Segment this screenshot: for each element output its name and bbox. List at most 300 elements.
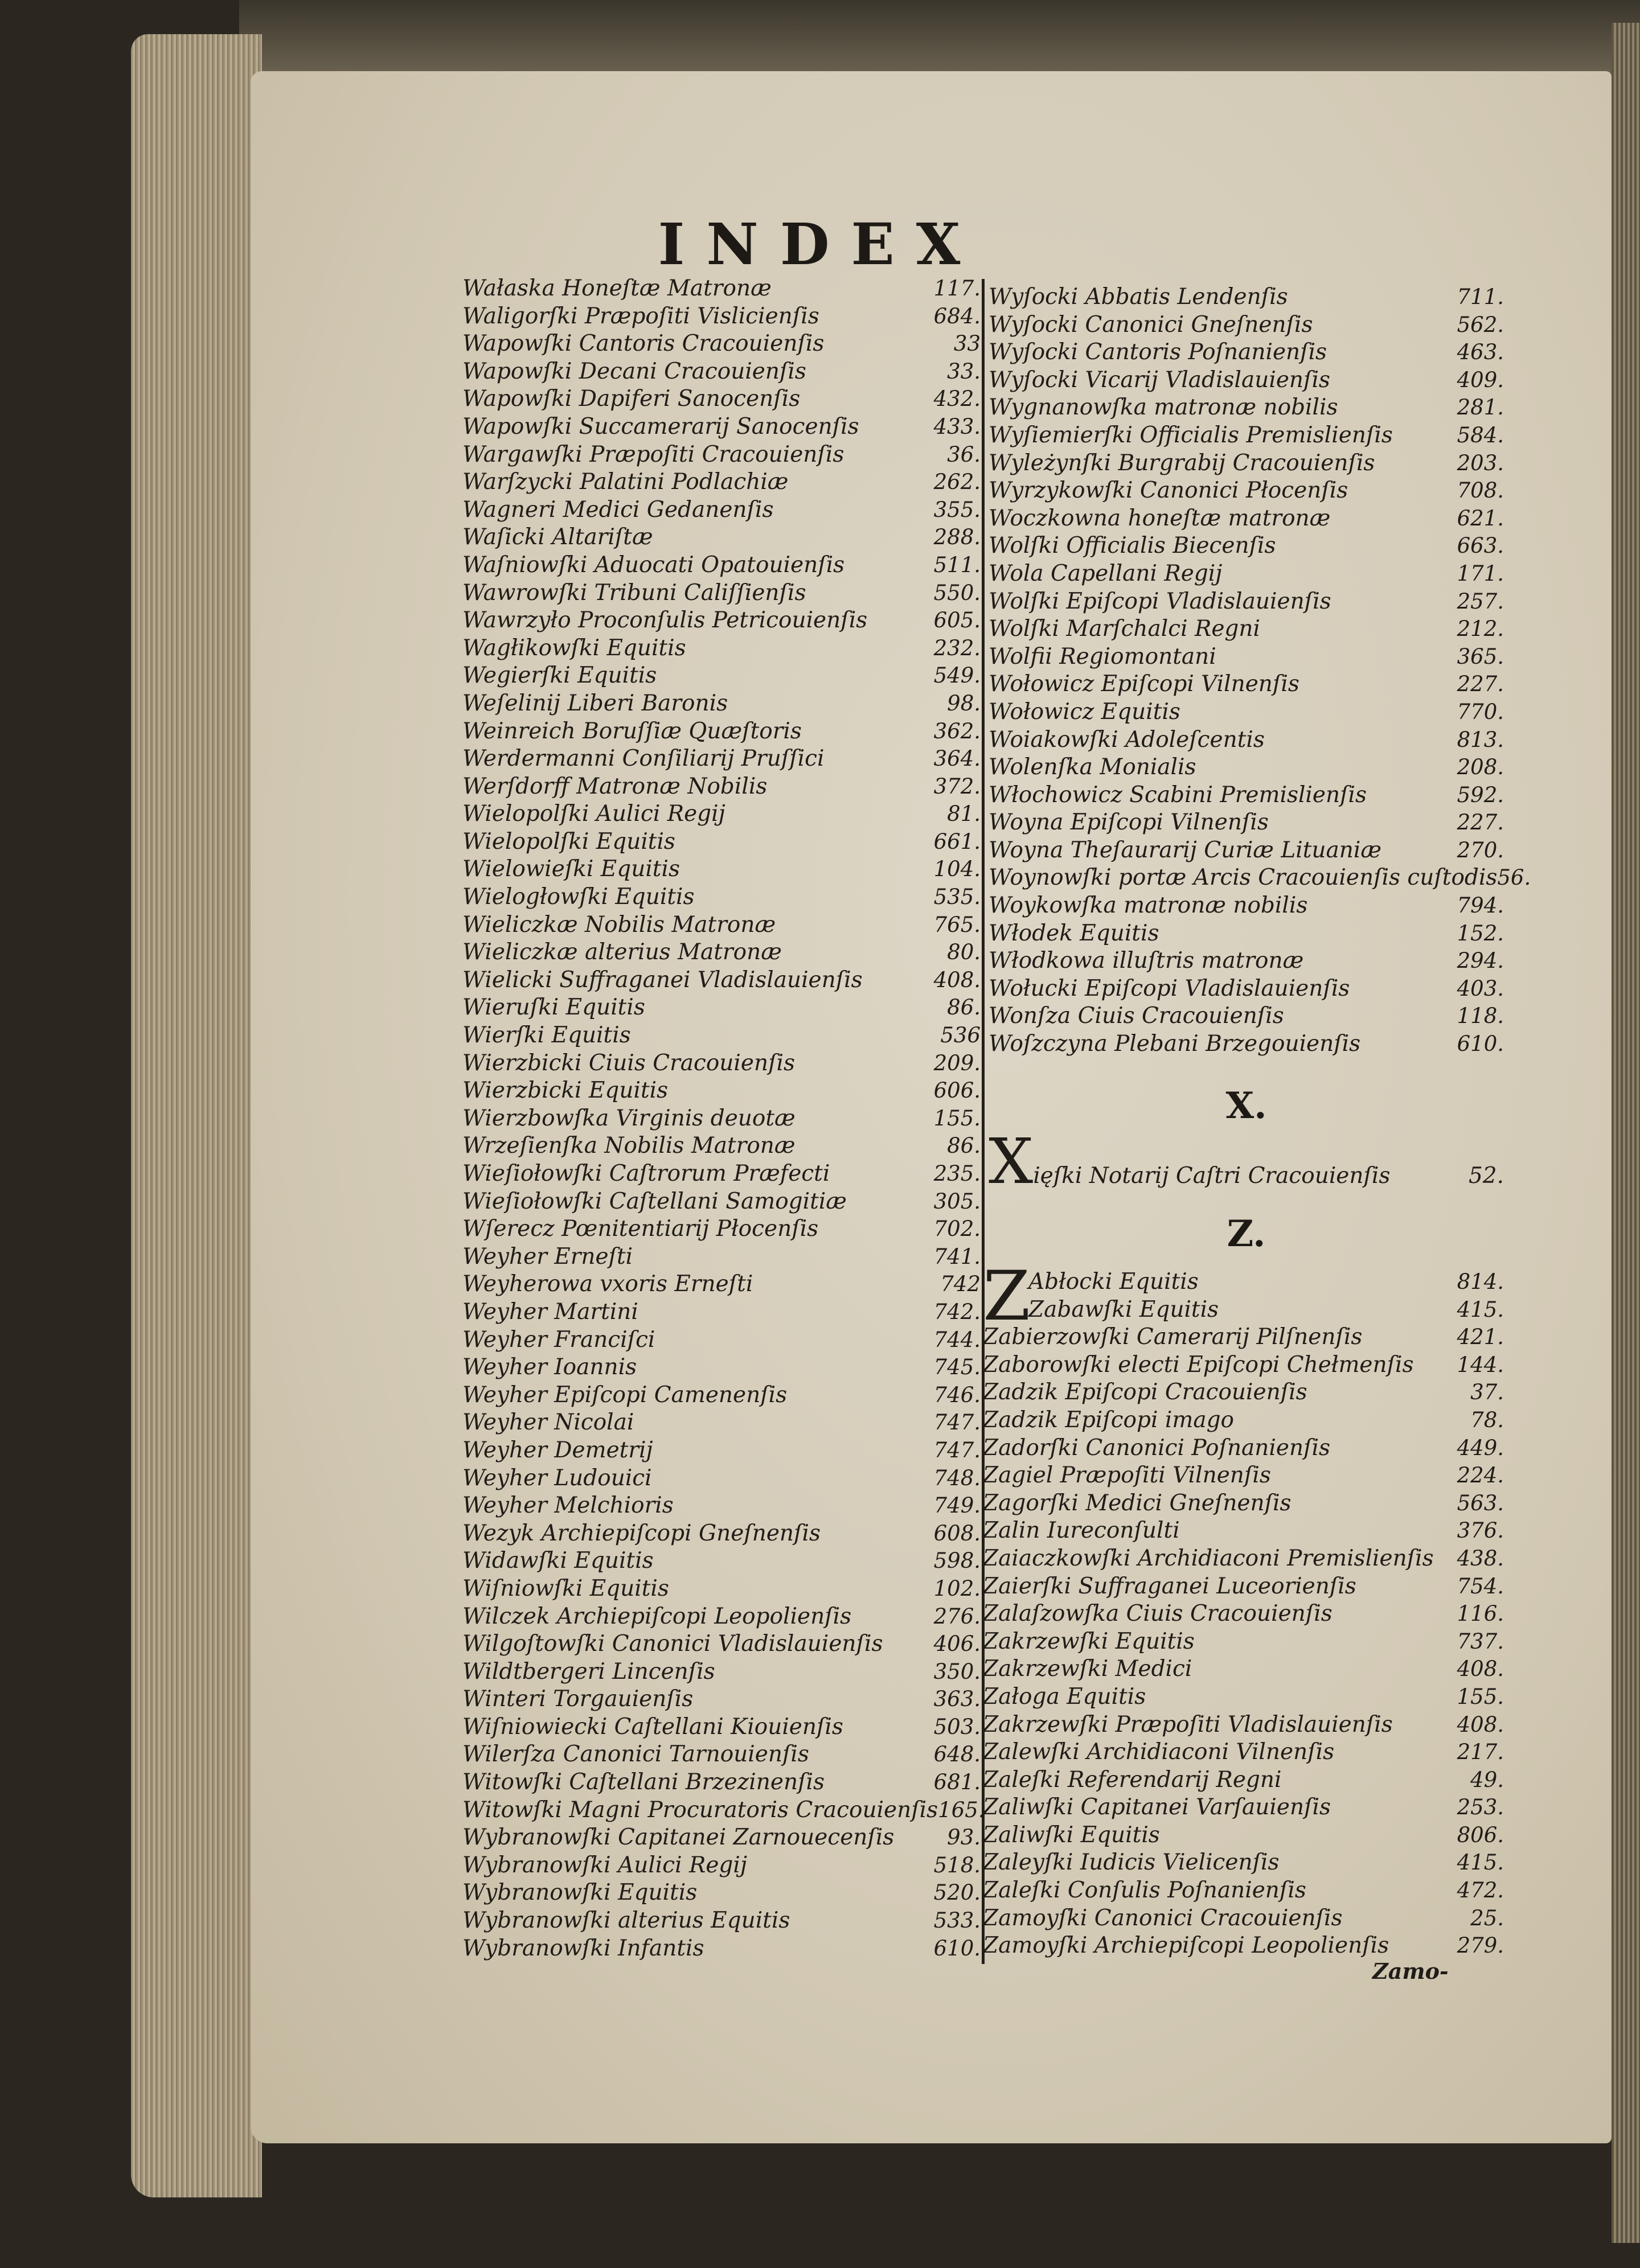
entry-name: Wieſiołowſki Caſtellani Samogitiæ [462, 1188, 847, 1214]
entry-page: 406. [933, 1632, 981, 1657]
entry-page: 257. [1457, 589, 1504, 614]
index-entry [462, 1631, 981, 1659]
entry-page: 376. [1457, 1518, 1504, 1543]
entry-name: Abłocki Equitis [1028, 1269, 1199, 1295]
index-entry [983, 1407, 1504, 1435]
entry-name: Zaierſki Suffraganei Luceorienſis [983, 1573, 1356, 1599]
entry-page: 80. [947, 940, 981, 965]
entry-name: Weyher Demetrij [462, 1437, 653, 1463]
index-entry [989, 1031, 1504, 1059]
entry-page: 408. [1457, 1712, 1504, 1737]
index-entry [989, 921, 1504, 948]
index-entry [989, 865, 1531, 893]
entry-page: 806. [1457, 1822, 1504, 1847]
entry-name: Wierzbicki Equitis [462, 1078, 669, 1104]
index-entry [983, 1822, 1504, 1850]
index-entry [983, 1573, 1504, 1601]
index-z-column [983, 1269, 1504, 1961]
index-entry [462, 1769, 981, 1797]
section-heading-x: X. [1225, 1084, 1267, 1127]
index-entry [462, 1271, 981, 1299]
entry-page: 270. [1457, 837, 1504, 862]
entry-name: Weyher Martini [462, 1299, 638, 1325]
catchword: Zamo- [1372, 1958, 1449, 1984]
index-entry [983, 1767, 1504, 1795]
entry-page: 533. [933, 1908, 981, 1933]
index-entry [989, 616, 1504, 644]
drop-cap-z: Z [983, 1257, 1031, 1336]
entry-page: 744. [933, 1327, 981, 1352]
entry-page: 117. [933, 276, 981, 301]
index-entry [462, 276, 981, 303]
entry-name: Woynowſki portæ Arcis Cracouienſis cuſtodis [989, 865, 1498, 891]
entry-name: Wieſiołowſki Caſtrorum Præfecti [462, 1161, 830, 1186]
index-entry [462, 1327, 981, 1355]
entry-page: 562. [1457, 312, 1504, 337]
entry-name: Waſniowſki Aduocati Opatouienſis [462, 552, 845, 578]
index-entry [989, 367, 1504, 395]
entry-page: 550. [933, 580, 981, 605]
entry-name: Zalin Iureconſulti [983, 1518, 1180, 1544]
entry-name: Włodek Equitis [989, 920, 1159, 946]
index-entry [462, 1133, 981, 1161]
entry-name: Wieliczkæ Nobilis Matronæ [462, 911, 776, 938]
entry-name: Woſzczyna Plebani Brzegouienſis [989, 1031, 1361, 1057]
entry-name: Wybranowſki Capitanei Zarnouecenſis [462, 1825, 895, 1851]
entry-page: 116. [1457, 1601, 1504, 1626]
index-entry [462, 1437, 981, 1465]
index-entry [462, 939, 981, 967]
entry-name: Zalaſzowſka Ciuis Cracouienſis [983, 1601, 1332, 1627]
entry-name: Wſerecz Pœnitentiarij Płocenſis [462, 1216, 819, 1242]
entry-name: Wierzbowſka Virginis deuotæ [462, 1105, 796, 1131]
entry-name: Witowſki Magni Procuratoris Cracouienſis [462, 1797, 938, 1823]
index-entry [462, 1189, 981, 1217]
index-entry [462, 774, 981, 802]
index-entry [462, 1741, 981, 1769]
index-entry [462, 635, 981, 663]
entry-page: 372. [933, 774, 981, 799]
entry-name: Wybranowſki Infantis [462, 1935, 704, 1961]
entry-name: Wolſki Marſchalci Regni [989, 616, 1260, 642]
entry-name: Wołowicz Epiſcopi Vilnenſis [989, 671, 1299, 697]
index-entry [462, 1244, 981, 1272]
entry-page: 621. [1457, 506, 1504, 531]
entry-name: Wyſiemierſki Officialis Premislienſis [989, 422, 1393, 448]
entry-page: 747. [933, 1437, 981, 1462]
index-entry [462, 691, 981, 718]
index-entry [983, 1297, 1504, 1325]
entry-name: Waſicki Altariſtæ [462, 524, 653, 550]
index-entry [462, 663, 981, 691]
index-entry [989, 727, 1504, 755]
entry-page: 648. [933, 1742, 981, 1767]
entry-page: 536 [940, 1023, 981, 1048]
entry-page: 794. [1457, 893, 1504, 918]
index-entry [989, 450, 1504, 478]
index-entry [462, 1576, 981, 1604]
entry-name: Zadzik Epiſcopi imago [983, 1407, 1235, 1433]
entry-name: Widawſki Equitis [462, 1548, 654, 1574]
book-top-edge [239, 0, 1640, 80]
entry-name: Zakrzewſki Medici [983, 1656, 1192, 1682]
entry-page: 37. [1470, 1380, 1504, 1405]
entry-name: Zakrzewſki Præpoſiti Vladislauienſis [983, 1711, 1393, 1737]
entry-name: Wegierſki Equitis [462, 663, 657, 689]
entry-page: 518. [933, 1852, 981, 1877]
entry-name: Zalewſki Archidiaconi Vilnenſis [983, 1739, 1335, 1765]
index-entry [462, 1161, 981, 1189]
index-entry [462, 359, 981, 387]
entry-page: 449. [1457, 1435, 1504, 1460]
entry-name: Werſdorff Matronæ Nobilis [462, 773, 768, 799]
entry-name: Zaleyſki Iudicis Vielicenſis [983, 1850, 1280, 1876]
index-entry [462, 442, 981, 470]
entry-page: 421. [1457, 1325, 1504, 1350]
index-entry [462, 497, 981, 525]
entry-name: Werdermanni Conſiliarij Pruſſici [462, 746, 825, 772]
entry-page: 362. [933, 718, 981, 743]
index-entry [462, 580, 981, 608]
index-entry [462, 386, 981, 414]
entry-page: 86. [947, 995, 981, 1020]
entry-page: 584. [1457, 422, 1504, 447]
entry-name: Wawrowſki Tribuni Caliſſienſis [462, 580, 806, 606]
entry-name: Wyſocki Canonici Gneſnenſis [989, 311, 1313, 338]
entry-page: 227. [1457, 810, 1504, 835]
entry-page: 765. [933, 912, 981, 937]
entry-name: Wałaska Honeſtæ Matronæ [462, 276, 772, 301]
entry-name: Waligorſki Præpoſiti Vislicienſis [462, 303, 819, 329]
entry-page: 520. [933, 1880, 981, 1905]
entry-name: Zakrzewſki Equitis [983, 1628, 1195, 1654]
index-entry [989, 976, 1504, 1004]
entry-page: 605. [933, 608, 981, 633]
entry-page: 748. [933, 1465, 981, 1490]
index-entry [462, 607, 981, 635]
index-entry [989, 561, 1504, 589]
entry-page: 610. [1457, 1032, 1504, 1057]
entry-page: 415. [1457, 1850, 1504, 1875]
index-entry [462, 1521, 981, 1548]
entry-name: Weſelinij Liberi Baronis [462, 690, 728, 716]
entry-name: Wielicki Suffraganei Vladislauienſis [462, 967, 863, 993]
entry-page: 433. [933, 414, 981, 439]
entry-page: 281. [1457, 395, 1504, 420]
entry-page: 86. [947, 1133, 981, 1158]
entry-page: 742. [933, 1299, 981, 1324]
index-entry [983, 1629, 1504, 1657]
entry-page: 98. [947, 691, 981, 716]
index-entry [983, 1546, 1504, 1573]
index-entry [462, 1797, 985, 1825]
entry-name: Woyna Epiſcopi Vilnenſis [989, 810, 1269, 836]
index-entry [983, 1352, 1504, 1380]
entry-name: Wielogłowſki Equitis [462, 884, 695, 910]
entry-page: 681. [933, 1770, 981, 1795]
entry-name: Wonſza Ciuis Cracouienſis [989, 1003, 1284, 1029]
entry-page: 503. [933, 1714, 981, 1739]
index-entry [462, 1493, 981, 1521]
index-entry [462, 967, 981, 995]
entry-page: 279. [1457, 1933, 1504, 1958]
entry-page: 365. [1457, 644, 1504, 669]
entry-name: Weyher Ioannis [462, 1354, 637, 1380]
index-entry [989, 478, 1504, 506]
entry-page: 463. [1457, 340, 1504, 365]
entry-name: Zaiaczkowſki Archidiaconi Premislienſis [983, 1545, 1434, 1571]
index-entry [462, 1604, 981, 1632]
entry-name: Wyrzykowſki Canonici Płocenſis [989, 478, 1348, 504]
section-heading-z: Z. [1227, 1213, 1266, 1255]
entry-name: Weyher Franciſci [462, 1326, 655, 1353]
index-entry [989, 395, 1504, 422]
index-entry [462, 1078, 981, 1106]
entry-name: Warſzycki Palatini Podlachiæ [462, 469, 789, 495]
book-right-edge [1612, 23, 1640, 2243]
book-page-edges [131, 34, 262, 2197]
index-entry [462, 331, 981, 359]
index-entry [462, 1936, 981, 1963]
entry-page: 93. [947, 1825, 981, 1850]
index-entry [462, 1908, 981, 1936]
entry-page: 415. [1457, 1297, 1504, 1322]
entry-name: Wola Capellani Regij [989, 560, 1223, 586]
entry-name: Witowſki Caſtellani Brzezinenſis [462, 1769, 825, 1796]
index-entry [462, 414, 981, 442]
entry-name: Zadorſki Canonici Poſnanienſis [983, 1435, 1331, 1461]
entry-page: 737. [1457, 1629, 1504, 1654]
index-entry [462, 856, 981, 884]
entry-name: Wagłikowſki Equitis [462, 635, 686, 661]
entry-name: Zaliwſki Equitis [983, 1822, 1160, 1848]
entry-page: 364. [933, 746, 981, 771]
entry-name: Wołowicz Equitis [989, 699, 1180, 725]
entry-page: 355. [933, 497, 981, 522]
index-entry [462, 303, 981, 331]
entry-page: 770. [1457, 699, 1504, 724]
index-entry [462, 884, 981, 912]
index-entry [983, 1518, 1504, 1546]
index-entry [989, 506, 1504, 533]
entry-page: 155. [1457, 1684, 1504, 1709]
index-entry [983, 1684, 1504, 1712]
index-entry [462, 829, 981, 857]
entry-name: Zabierzowſki Camerarij Pilſnenſis [983, 1324, 1363, 1350]
index-entry [462, 1686, 981, 1714]
entry-name: Wolfii Regiomontani [989, 643, 1216, 669]
index-entry [983, 1324, 1504, 1352]
entry-name: Wargawſki Præpoſiti Cracouienſis [462, 441, 844, 467]
entry-page: 409. [1457, 367, 1504, 392]
index-entry [989, 422, 1504, 450]
index-entry [462, 1050, 981, 1078]
entry-page: 305. [933, 1189, 981, 1214]
index-entry [462, 746, 981, 774]
entry-page: 549. [933, 663, 981, 688]
entry-name: Wilczek Archiepiſcopi Leopolienſis [462, 1603, 852, 1629]
index-entry [989, 1003, 1504, 1031]
entry-page: 33. [947, 359, 981, 384]
index-entry [462, 1216, 981, 1244]
entry-page: 78. [1470, 1407, 1504, 1432]
entry-page: 276. [933, 1604, 981, 1629]
entry-name: Wilerſza Canonici Tarnouienſis [462, 1741, 809, 1768]
index-right-column [989, 284, 1531, 1059]
entry-name: Zamoyſki Archiepiſcopi Leopolienſis [983, 1933, 1389, 1959]
index-entry [989, 533, 1504, 561]
index-entry [989, 837, 1504, 865]
entry-name: Winteri Torgauienſis [462, 1686, 694, 1712]
entry-page: 288. [933, 525, 981, 550]
entry-name: Wilgoſtowſki Canonici Vladislauienſis [462, 1631, 883, 1657]
entry-page: 813. [1457, 727, 1504, 752]
entry-page: 224. [1457, 1463, 1504, 1488]
entry-name: Weinreich Boruſſiæ Quæſtoris [462, 718, 802, 744]
entry-page: 49. [1470, 1767, 1504, 1792]
entry-name: Wezyk Archiepiſcopi Gneſnenſis [462, 1520, 821, 1546]
index-entry [983, 1712, 1504, 1740]
entry-name: Zagorſki Medici Gneſnenſis [983, 1490, 1292, 1516]
index-entry [462, 1548, 981, 1576]
entry-page: 253. [1457, 1795, 1504, 1820]
entry-name: Wrzeſienſka Nobilis Matronæ [462, 1133, 796, 1159]
entry-name: Wapowſki Cantoris Cracouienſis [462, 331, 825, 357]
entry-name: Weyher Epiſcopi Camenenſis [462, 1382, 788, 1408]
entry-name: Wapowſki Decani Cracouienſis [462, 358, 806, 384]
entry-page: 235. [933, 1161, 981, 1186]
index-entry [983, 1490, 1504, 1518]
entry-name: Woczkowna honeſtæ matronæ [989, 505, 1331, 531]
index-entry [462, 1299, 981, 1327]
index-entry-x [989, 1125, 1504, 1198]
entry-page: 403. [1457, 976, 1504, 1001]
entry-page: 152. [1457, 921, 1504, 946]
index-entry [462, 1825, 981, 1852]
entry-name: Wildtbergeri Lincenſis [462, 1658, 715, 1684]
entry-page: 363. [933, 1687, 981, 1712]
entry-name: Wolſki Epiſcopi Vladislauienſis [989, 588, 1331, 614]
index-entry [983, 1435, 1504, 1463]
index-left-column [462, 276, 985, 1963]
entry-page: 563. [1457, 1490, 1504, 1515]
entry-page: 56. [1497, 865, 1531, 890]
entry-name: Woyna Theſaurarij Curiæ Lituaniæ [989, 837, 1382, 863]
index-entry [462, 1106, 981, 1133]
entry-page: 294. [1457, 948, 1504, 973]
entry-page: 592. [1457, 782, 1504, 807]
entry-name: Zagiel Præpoſiti Vilnenſis [983, 1462, 1271, 1489]
entry-name: Wielopolſki Aulici Regij [462, 801, 725, 827]
entry-name: Woykowſka matronæ nobilis [989, 893, 1308, 919]
entry-page: 684. [933, 303, 981, 328]
entry-name: Włodkowa illuſtris matronæ [989, 948, 1304, 974]
entry-name: Włochowicz Scabini Premislienſis [989, 782, 1367, 808]
entry-name: Zaliwſki Capitanei Varſauienſis [983, 1794, 1331, 1821]
entry-name: Woiakowſki Adoleſcentis [989, 726, 1265, 753]
index-entry [462, 1382, 981, 1410]
entry-name: Zabawſki Equitis [1028, 1296, 1219, 1322]
entry-name: Wawrzyło Proconſulis Petricouienſis [462, 607, 868, 634]
entry-page: 438. [1457, 1546, 1504, 1571]
entry-page: 118. [1457, 1004, 1504, 1029]
entry-name: Wolenſka Monialis [989, 754, 1196, 780]
entry-page: 232. [933, 635, 981, 660]
entry-name: Wyſocki Cantoris Poſnanienſis [989, 339, 1327, 365]
index-entry [983, 1462, 1504, 1490]
entry-name: Wygnanowſka matronæ nobilis [989, 395, 1338, 421]
entry-page: 171. [1457, 561, 1504, 586]
entry-page: 702. [933, 1217, 981, 1242]
index-entry [989, 754, 1504, 782]
entry-name: Wybranowſki Equitis [462, 1880, 698, 1906]
entry-page: 102. [933, 1576, 981, 1601]
index-entry [989, 699, 1504, 727]
entry-page: 81. [947, 802, 981, 827]
entry-page: 754. [1457, 1573, 1504, 1599]
index-entry [989, 948, 1504, 976]
index-entry [462, 524, 981, 552]
index-entry [989, 589, 1504, 617]
index-entry [989, 339, 1504, 367]
index-entry [989, 810, 1504, 837]
entry-page: 472. [1457, 1878, 1504, 1903]
index-entry [989, 284, 1504, 312]
index-entry [462, 469, 981, 497]
index-entry [989, 671, 1504, 699]
index-entry [462, 552, 981, 580]
entry-page: 203. [1457, 450, 1504, 475]
entry-name: Wierſki Equitis [462, 1022, 631, 1049]
entry-page: 742 [940, 1272, 981, 1297]
entry-name: Wiſniowſki Equitis [462, 1575, 669, 1601]
index-entry [983, 1905, 1504, 1933]
entry-page: 746. [933, 1382, 981, 1407]
entry-page: 33 [953, 331, 981, 356]
entry-name: Wielopolſki Equitis [462, 828, 675, 854]
entry-name: Wołucki Epiſcopi Vladislauienſis [989, 975, 1350, 1001]
entry-page: 408. [933, 967, 981, 992]
entry-name: ięſki Notarij Caſtri Cracouienſis [1033, 1163, 1391, 1189]
drop-cap-x: X [989, 1125, 1034, 1198]
entry-name: Zaborowſki electi Epiſcopi Chełmenſis [983, 1351, 1414, 1378]
index-entry [462, 1465, 981, 1493]
entry-page: 165. [938, 1797, 985, 1822]
entry-page: 208. [1457, 755, 1504, 780]
entry-page: 610. [933, 1936, 981, 1961]
entry-name: Wieliczkæ alterius Matronæ [462, 939, 782, 965]
entry-name: Wybranowſki alterius Equitis [462, 1908, 790, 1934]
entry-page: 432. [933, 387, 981, 412]
entry-page: 663. [1457, 533, 1504, 558]
index-entry [462, 1354, 981, 1382]
entry-name: Wierzbicki Ciuis Cracouienſis [462, 1050, 796, 1076]
entry-name: Zamoyſki Canonici Cracouienſis [983, 1905, 1343, 1931]
index-entry [462, 1022, 981, 1050]
entry-name: Wiſniowiecki Caſtellani Kiouienſis [462, 1714, 843, 1740]
index-entry [983, 1269, 1504, 1297]
index-entry [983, 1877, 1504, 1905]
entry-page: 711. [1457, 285, 1504, 309]
entry-page: 741. [933, 1244, 981, 1269]
entry-name: Zaleſki Referendarij Regni [983, 1766, 1282, 1793]
entry-name: Wolſki Officialis Biecenſis [989, 533, 1276, 559]
entry-name: Wybranowſki Aulici Regij [462, 1852, 747, 1878]
index-entry [989, 782, 1504, 810]
entry-page: 144. [1457, 1352, 1504, 1377]
entry-page: 608. [933, 1521, 981, 1546]
entry-name: Wagneri Medici Gedanenſis [462, 496, 774, 523]
